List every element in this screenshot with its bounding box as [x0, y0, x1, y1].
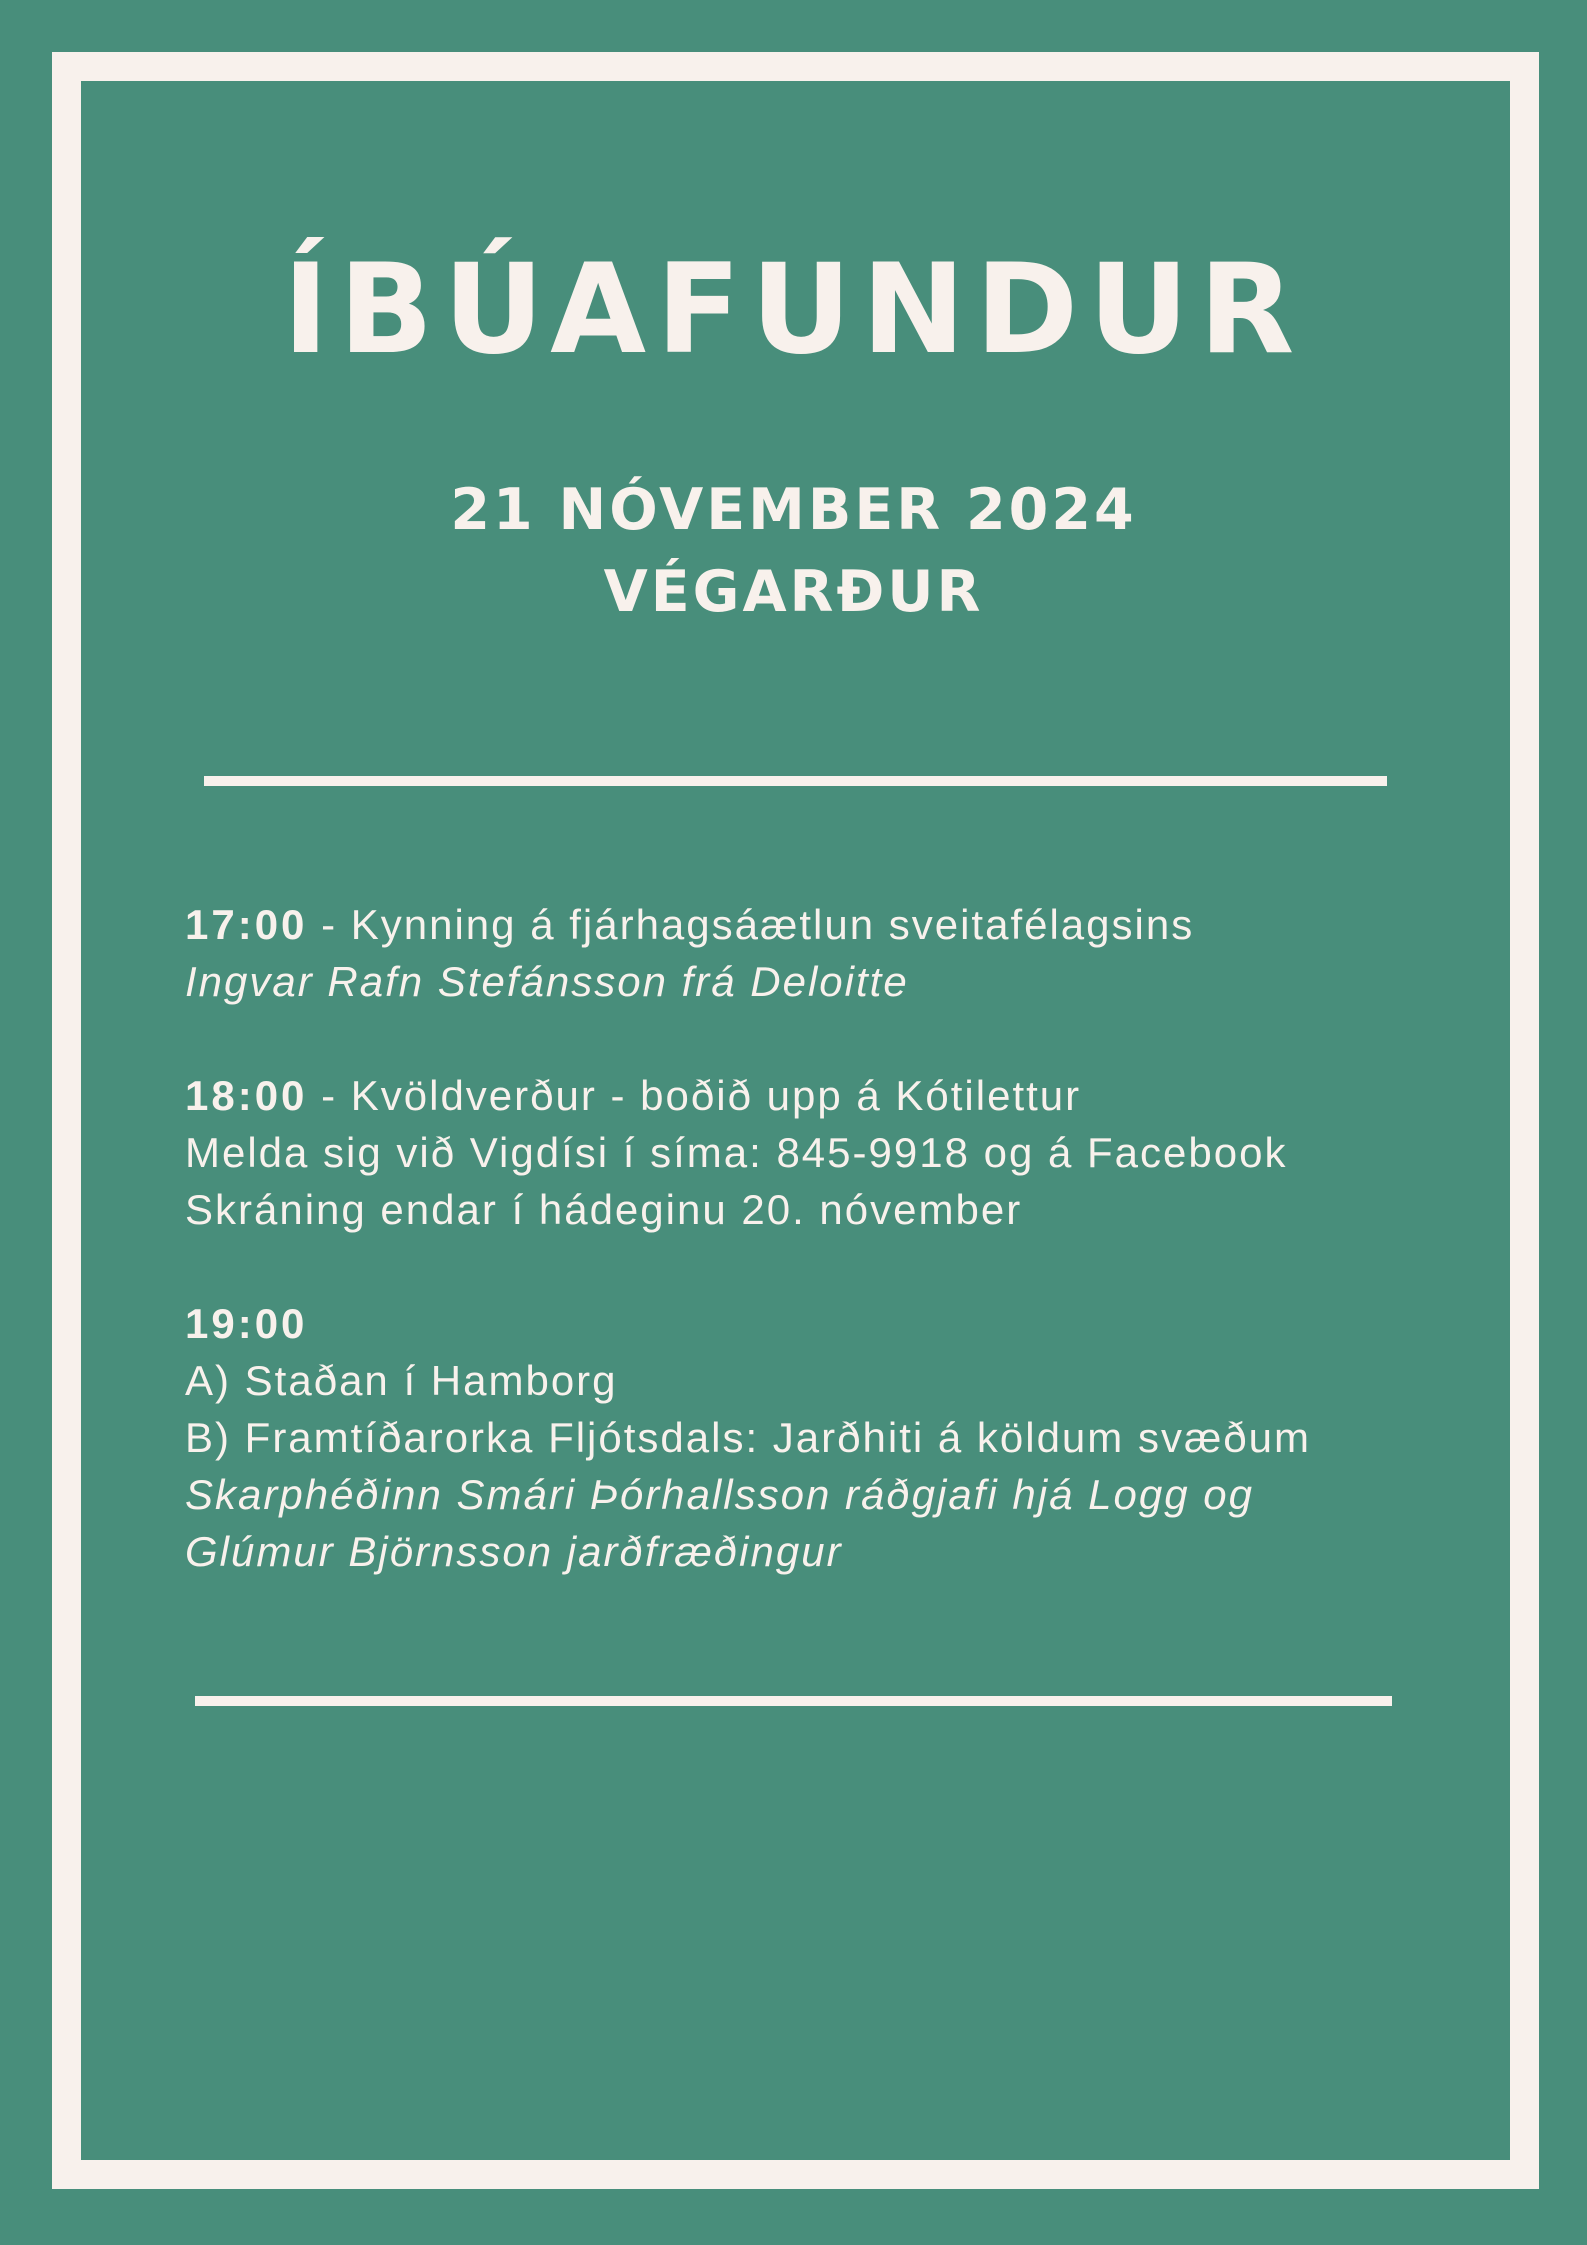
agenda-item-1 [185, 901, 1195, 948]
agenda-item-1-time: 17:00 [185, 901, 308, 948]
agenda-item-1-text: - Kynning á fjárhagsáætlun sveitafélagsins [307, 901, 1195, 948]
poster-title: ÍBÚAFUNDUR [282, 238, 1305, 382]
agenda-item-3 [185, 1300, 308, 1347]
event-date: 21 NÓVEMBER 2024 [450, 477, 1137, 543]
agenda-item-2-text: - Kvöldverður - boðið upp á Kótilettur [307, 1072, 1082, 1119]
agenda-item-3-presenter-1: Skarphéðinn Smári Þórhallsson ráðgjafi hjá Logg og [185, 1471, 1254, 1518]
agenda-item-2-registration: Melda sig við Vigdísi í síma: 845-9918 og á Facebook [185, 1129, 1288, 1176]
agenda-item-1-presenter: Ingvar Rafn Stefánsson frá Deloitte [185, 958, 909, 1005]
bottom-divider [195, 1696, 1392, 1706]
agenda-item-2-deadline: Skráning endar í hádeginu 20. nóvember [185, 1186, 1023, 1233]
agenda-item-3-presenter-2: Glúmur Björnsson jarðfræðingur [185, 1528, 843, 1575]
agenda-item-2 [185, 1072, 1082, 1119]
agenda-item-3-point-a: A) Staðan í Hamborg [185, 1357, 618, 1404]
agenda-item-3-time: 19:00 [185, 1300, 308, 1347]
agenda-item-3-point-b: B) Framtíðarorka Fljótsdals: Jarðhiti á köldum svæðum [185, 1414, 1311, 1461]
event-venue: VÉGARÐUR [603, 559, 984, 625]
agenda-item-2-time: 18:00 [185, 1072, 308, 1119]
top-divider [204, 776, 1387, 786]
